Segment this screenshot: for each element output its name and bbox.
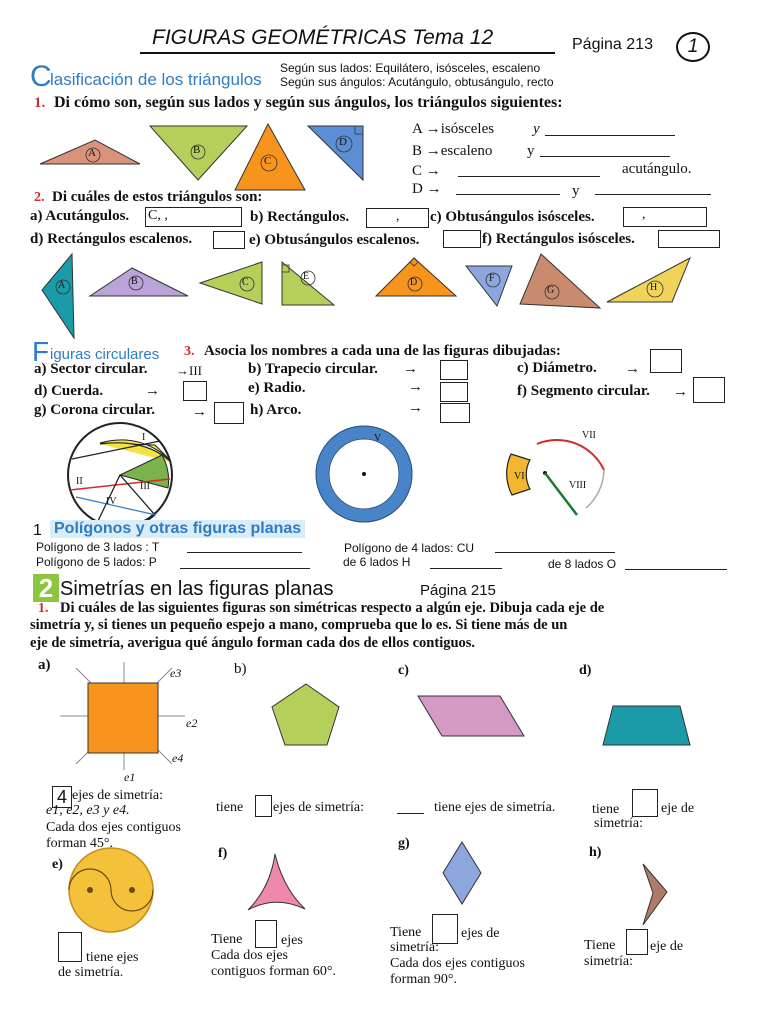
q2-right-comma: , bbox=[396, 209, 400, 224]
b-text-2: ejes de simetría: bbox=[273, 800, 364, 815]
side-note-sides: Según sus lados: Equilátero, isósceles, escaleno bbox=[280, 61, 541, 75]
a-axes-count-box[interactable]: 4 bbox=[52, 786, 72, 808]
f-text-4: contiguos forman 60°. bbox=[211, 964, 336, 979]
answer-c-angle: acutángulo. bbox=[622, 161, 692, 177]
axis-e2-label: e2 bbox=[186, 716, 198, 730]
polygons-number: 1 bbox=[33, 522, 42, 539]
answer-a-y: y bbox=[533, 121, 540, 137]
item-d-chord: d) Cuerda. bbox=[34, 383, 104, 399]
axis-e3-label: e3 bbox=[170, 666, 182, 680]
arrow-g: → bbox=[192, 404, 207, 420]
sym-question-line1: Di cuáles de las siguientes figuras son simétricas respecto a algún eje. Dibuja cada eje de bbox=[60, 600, 605, 616]
g-text-2: ejes de bbox=[461, 926, 500, 941]
fig-label-i: I bbox=[142, 432, 146, 443]
page-title: FIGURAS GEOMÉTRICAS Tema 12 bbox=[152, 26, 494, 49]
question-2-number: 2. bbox=[34, 190, 45, 205]
tri2-label-d: D bbox=[410, 277, 418, 288]
q2-acute-label: a) Acutángulos. bbox=[30, 208, 130, 224]
a-text-1: ejes de simetría: bbox=[72, 788, 163, 803]
fig-label-h: h) bbox=[589, 845, 602, 860]
c-text: tiene ejes de simetría. bbox=[434, 800, 556, 815]
poly-8-label: de 8 lados O bbox=[548, 557, 617, 571]
symmetry-number: 2 bbox=[33, 574, 59, 602]
fig-label-vii: VII bbox=[582, 430, 596, 441]
fig-label-c: c) bbox=[398, 663, 409, 678]
q2-obtuse-iso-comma: , bbox=[642, 207, 646, 222]
item-e-radius: e) Radio. bbox=[248, 380, 306, 396]
arrow-b: → bbox=[403, 361, 418, 377]
question-3-number: 3. bbox=[184, 344, 195, 359]
fig-label-iii: III bbox=[140, 481, 150, 492]
answer-d-y: y bbox=[572, 183, 580, 199]
answer-a-label: A →isósceles bbox=[412, 121, 495, 137]
q2-right-label: b) Rectángulos. bbox=[250, 209, 350, 225]
e-text-2: de simetría. bbox=[58, 965, 124, 980]
arrow-c: → bbox=[625, 361, 640, 377]
fig-label-viii: VIII bbox=[569, 480, 587, 491]
section-initial-c: C bbox=[30, 60, 52, 93]
arrow-f: → bbox=[673, 384, 688, 400]
item-h-arc: h) Arco. bbox=[250, 402, 302, 418]
section-title-symmetry: Simetrías en las figuras planas bbox=[60, 578, 334, 600]
triangle-label-c: C bbox=[264, 155, 272, 167]
fig-label-b: b) bbox=[234, 661, 247, 677]
h-text-3: simetría: bbox=[584, 954, 633, 969]
f-axes-box[interactable] bbox=[255, 920, 277, 948]
h-text-2: eje de bbox=[650, 939, 684, 954]
poly-6-label: de 6 lados H bbox=[343, 555, 411, 569]
fig-label-vi: VI bbox=[514, 471, 525, 482]
tri2-label-b: B bbox=[131, 276, 138, 287]
fig-label-g: g) bbox=[398, 836, 410, 851]
tri2-label-g: G bbox=[547, 285, 555, 296]
page-number: Página 213 bbox=[572, 36, 653, 53]
fig-label-v: V bbox=[374, 433, 382, 444]
f-text-2: ejes bbox=[281, 933, 303, 948]
question-2-text: Di cuáles de estos triángulos son: bbox=[52, 189, 263, 205]
tri2-label-a: A bbox=[58, 280, 66, 291]
tri2-label-h: H bbox=[650, 282, 658, 293]
b-text-1: tiene bbox=[216, 800, 244, 815]
tri2-label-c: C bbox=[242, 277, 249, 288]
section-title-polygons: Polígonos y otras figuras planas bbox=[50, 520, 305, 538]
fig-label-f: f) bbox=[218, 846, 228, 861]
section-title-circles: iguras circulares bbox=[50, 346, 160, 363]
g-text-3: simetría: bbox=[390, 940, 439, 955]
triangle-label-d: D bbox=[339, 136, 347, 148]
poly-3-label: Polígono de 3 lados : T bbox=[36, 540, 160, 554]
fig-label-a: a) bbox=[38, 657, 51, 673]
fig-label-ii: II bbox=[76, 476, 83, 487]
tri2-label-e: E bbox=[303, 271, 310, 282]
f-text-1: Tiene bbox=[211, 932, 243, 947]
e-axes-box[interactable] bbox=[58, 932, 82, 962]
arrow-e: → bbox=[408, 379, 423, 395]
h-axes-box[interactable] bbox=[626, 929, 648, 955]
e-text-1: tiene ejes bbox=[86, 950, 139, 965]
symmetry-page: Página 215 bbox=[420, 582, 496, 599]
q2-right-iso-label: f) Rectángulos isósceles. bbox=[482, 231, 635, 247]
sym-question-line2: simetría y, si tienes un pequeño espejo a mano, comprueba que lo es. Si tiene más de un bbox=[30, 617, 568, 633]
d-text-1: tiene bbox=[592, 802, 620, 817]
question-1-number: 1. bbox=[34, 95, 46, 111]
question-3-text: Asocia los nombres a cada una de las figuras dibujadas: bbox=[204, 343, 561, 359]
g-text-1: Tiene bbox=[390, 925, 422, 940]
tri2-label-f: F bbox=[489, 273, 495, 284]
item-g-annulus: g) Corona circular. bbox=[34, 402, 155, 418]
fig-label-e: e) bbox=[52, 857, 63, 872]
answer-c-label: C → bbox=[412, 163, 441, 179]
section-initial-f: F bbox=[32, 336, 50, 367]
sym-question-line3: eje de simetría, averigua qué ángulo forman cada dos de ellos contiguos. bbox=[30, 635, 476, 651]
item-f-segment: f) Segmento circular. bbox=[517, 383, 650, 399]
h-text-1: Tiene bbox=[584, 938, 616, 953]
g-text-4: Cada dos ejes contiguos bbox=[390, 956, 525, 971]
fig-label-iv: IV bbox=[106, 496, 117, 507]
triangle-label-a: A bbox=[88, 147, 96, 159]
question-1-text: Di cómo son, según sus lados y según sus ángulos, los triángulos siguientes: bbox=[54, 94, 563, 111]
poly-4-label: Polígono de 4 lados: CU bbox=[344, 541, 475, 555]
answer-b-label: B →escaleno bbox=[412, 143, 493, 159]
item-a-sector: a) Sector circular. bbox=[34, 361, 148, 377]
item-c-diameter: c) Diámetro. bbox=[517, 360, 597, 376]
arrow-d: → bbox=[145, 383, 160, 399]
sheet-number-circle: 1 bbox=[676, 32, 710, 62]
d-text-2: eje de bbox=[661, 801, 695, 816]
section-title-triangles: lasificación de los triángulos bbox=[50, 70, 262, 89]
g-text-5: forman 90°. bbox=[390, 972, 458, 987]
axis-e4-label: e4 bbox=[172, 751, 184, 765]
item-a-answer: →III bbox=[176, 363, 202, 378]
poly-5-label: Polígono de 5 lados: P bbox=[36, 555, 157, 569]
a-text-3: Cada dos ejes contiguos bbox=[46, 820, 181, 835]
d-text-3: simetría: bbox=[594, 816, 643, 831]
q2-obtuse-scalene-label: e) Obtusángulos escalenos. bbox=[249, 232, 420, 248]
a-text-2: e1, e2, e3 y e4. bbox=[46, 803, 130, 818]
q2-acute-answer: C, , bbox=[148, 208, 168, 223]
arrow-h: → bbox=[408, 400, 423, 416]
answer-d-label: D → bbox=[412, 181, 442, 197]
a-text-4: forman 45°. bbox=[46, 836, 114, 851]
q2-right-scalene-label: d) Rectángulos escalenos. bbox=[30, 231, 193, 247]
f-text-3: Cada dos ejes bbox=[211, 948, 288, 963]
q2-obtuse-iso-label: c) Obtusángulos isósceles. bbox=[430, 209, 595, 225]
axis-e1-label: e1 bbox=[124, 770, 136, 784]
answer-b-y: y bbox=[527, 143, 535, 159]
side-note-angles: Según sus ángulos: Acutángulo, obtusángulo, recto bbox=[280, 75, 554, 89]
sym-question-number: 1. bbox=[38, 601, 49, 616]
item-b-trapezoid: b) Trapecio circular. bbox=[248, 361, 378, 377]
fig-label-d: d) bbox=[579, 663, 592, 678]
triangle-label-b: B bbox=[193, 144, 201, 156]
